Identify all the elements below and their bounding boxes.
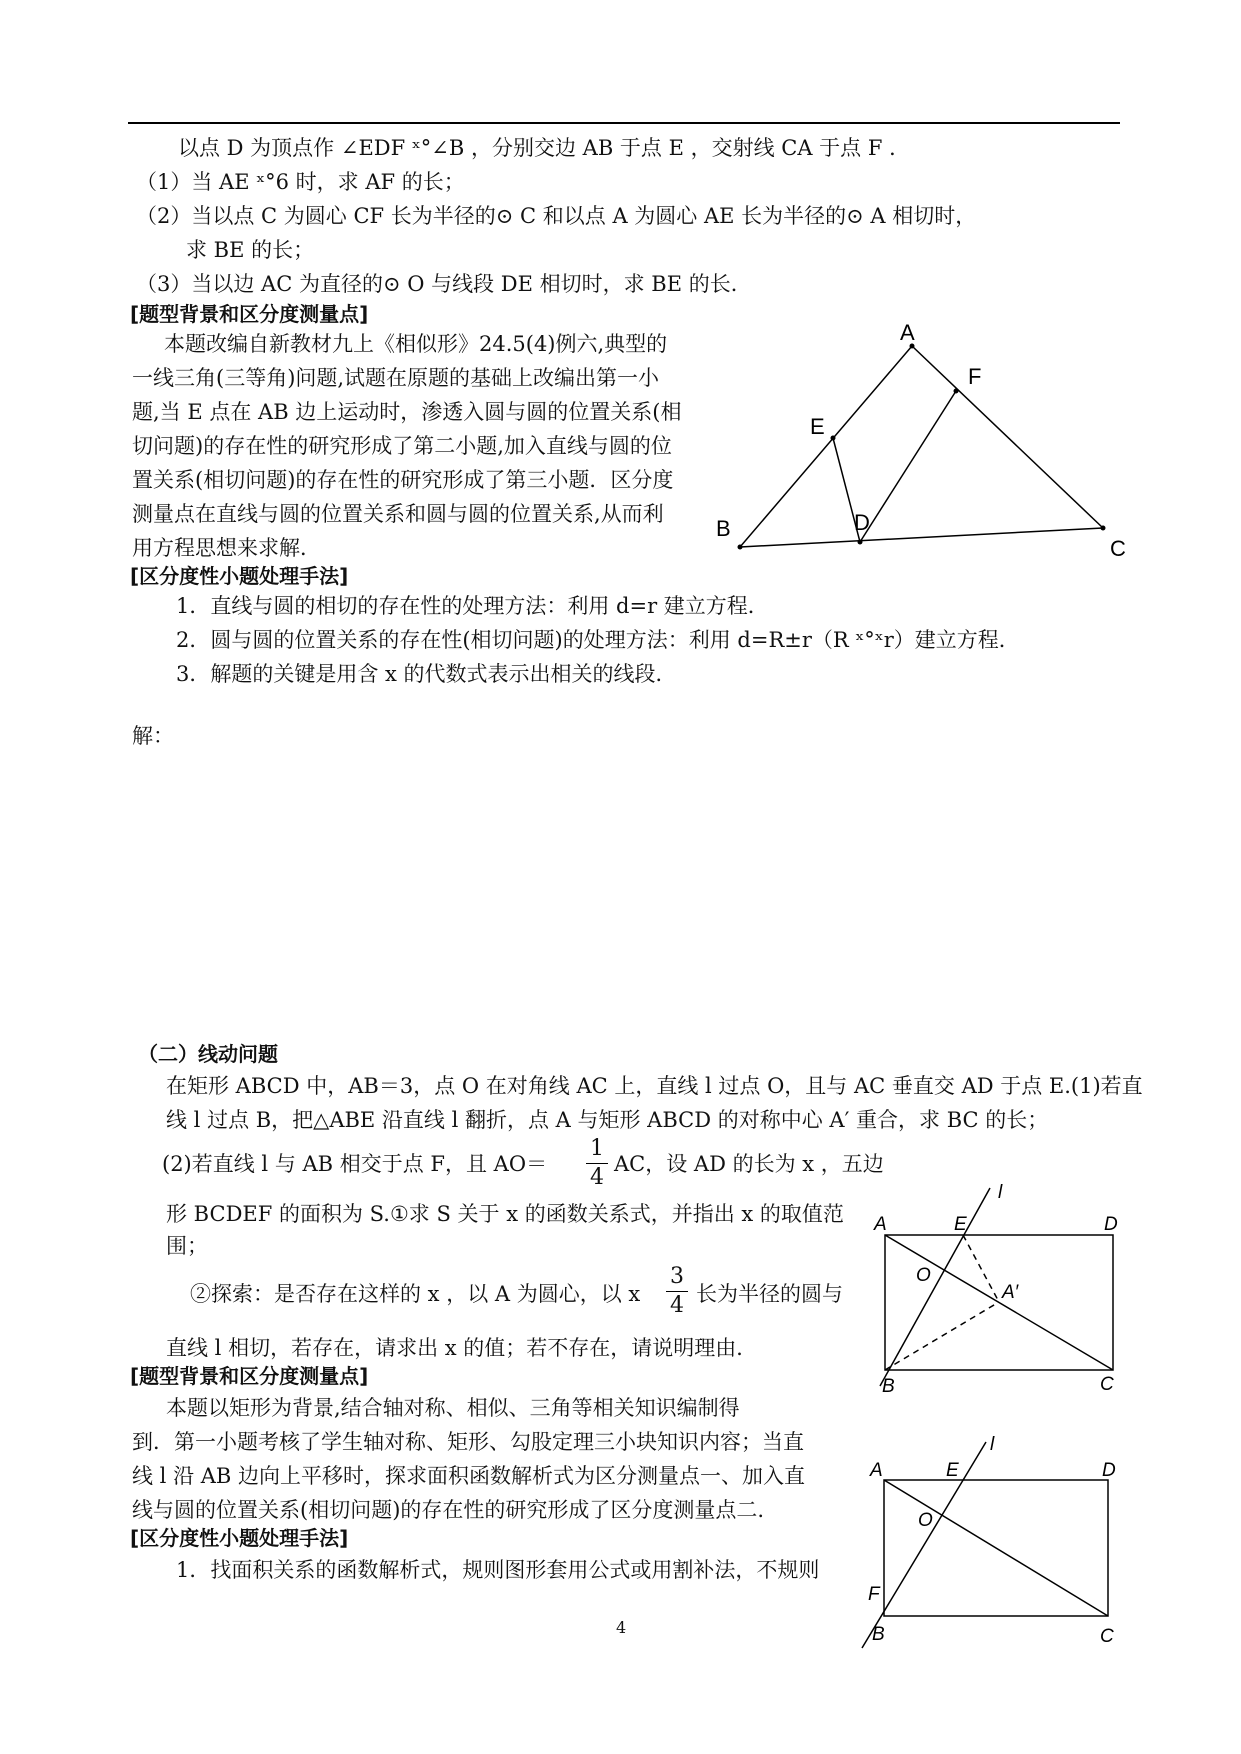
label-f: F	[868, 1584, 880, 1605]
background-line-2: 线 l 沿 AB 边向上平移时，探求面积函数解析式为区分测量点一、加入直	[132, 1464, 806, 1488]
fraction-denominator: 4	[670, 1293, 684, 1318]
method-line: 2．圆与圆的位置关系的存在性(相切问题)的处理方法：利用 d=R±r（R ˣ°ˣr）建立方程．	[176, 628, 1020, 652]
question-2-line-2: 形 BCDEF 的面积为 S.①求 S 关于 x 的函数关系式，并指出 x 的取值范	[166, 1202, 844, 1226]
problem-line-5: （3）当以边 AC 为直径的⊙ O 与线段 DE 相切时，求 BE 的长．	[136, 272, 752, 296]
fraction-denominator: 4	[590, 1165, 604, 1190]
background-line: 测量点在直线与圆的位置关系和圆与圆的位置关系,从而利	[132, 502, 664, 526]
background-line: 一线三角(三等角)问题,试题在原题的基础上改编出第一小	[132, 366, 660, 390]
rectangle-fold-figure	[860, 1180, 1140, 1400]
background-line: 置关系(相切问题)的存在性的研究形成了第三小题．区分度	[132, 468, 674, 492]
label-a: A	[874, 1214, 887, 1235]
section-2-title: （二）线动问题	[138, 1042, 278, 1066]
label-l: l	[998, 1182, 1003, 1203]
intro-line: 线 l 过点 B，把△ABE 沿直线 l 翻折，点 A 与矩形 ABCD 的对称中心 A′ 重合，求 BC 的长；	[166, 1108, 1049, 1132]
background-heading: [题型背景和区分度测量点]	[130, 302, 369, 326]
method-line: 1．直线与圆的相切的存在性的处理方法：利用 d=r 建立方程．	[176, 594, 769, 618]
label-d: D	[854, 510, 870, 535]
point-d	[858, 540, 863, 545]
question-2-text-a: (2)若直线 l 与 AB 相交于点 F，且 AO＝	[162, 1152, 548, 1176]
background-line: 题,当 E 点在 AB 边上运动时，渗透入圆与圆的位置关系(相	[132, 400, 682, 424]
label-c: C	[1100, 1626, 1114, 1647]
method-heading: [区分度性小题处理手法]	[130, 564, 349, 588]
method-heading-2: [区分度性小题处理手法]	[130, 1526, 349, 1550]
problem-line-4: 求 BE 的长；	[186, 238, 315, 262]
background-heading-2: [题型背景和区分度测量点]	[130, 1364, 369, 1388]
segment-df	[860, 391, 956, 542]
label-c: C	[1110, 536, 1126, 561]
label-e: E	[946, 1460, 959, 1481]
background-line: 用方程思想来求解．	[132, 536, 321, 560]
label-o: O	[918, 1510, 933, 1531]
problem-line-2: （1）当 AE ˣ°6 时，求 AF 的长；	[136, 170, 465, 194]
label-a-prime: A′	[1002, 1282, 1019, 1303]
point-c	[1101, 526, 1106, 531]
question-2-text-b: AC，设 AD 的长为 x ，五边	[614, 1152, 884, 1176]
question-2-explore-b: 长为半径的圆与	[696, 1282, 843, 1306]
problem-line-1: 以点 D 为顶点作 ∠EDF ˣ°∠B ，分别交边 AB 于点 E ，交射线 CA 于点 F ．	[178, 136, 911, 160]
segment-bc	[740, 528, 1103, 547]
fraction-numerator: 3	[670, 1264, 684, 1289]
method-line: 3．解题的关键是用含 x 的代数式表示出相关的线段．	[176, 662, 677, 686]
label-d: D	[1104, 1214, 1118, 1235]
label-d: D	[1102, 1460, 1116, 1481]
label-l: l	[990, 1434, 995, 1455]
segment-ab	[740, 346, 912, 547]
label-e: E	[954, 1214, 967, 1235]
label-c: C	[1100, 1374, 1114, 1395]
problem-line-3: （2）当以点 C 为圆心 CF 长为半径的⊙ C 和以点 A 为圆心 AE 长为半径的⊙ A 相切时，	[136, 204, 977, 228]
point-b	[738, 545, 743, 550]
label-b: B	[716, 516, 731, 541]
question-2-line-3: 围；	[166, 1234, 208, 1258]
intro-line: 在矩形 ABCD 中，AB＝3，点 O 在对角线 AC 上，直线 l 过点 O，且与 AC 垂直交 AD 于点 E.(1)若直	[166, 1074, 1143, 1098]
fraction-one-quarter	[586, 1136, 608, 1191]
background-line-2: 到．第一小题考核了学生轴对称、矩形、勾股定理三小块知识内容；当直	[132, 1430, 804, 1454]
background-line: 本题改编自新教材九上《相似形》24.5(4)例六,典型的	[164, 332, 668, 356]
question-2-explore-a: ②探索：是否存在这样的 x ，以 A 为圆心，以 x	[190, 1282, 641, 1306]
label-a: A	[900, 320, 915, 345]
method-line-2: 1．找面积关系的函数解析式，规则图形套用公式或用割补法，不规则	[176, 1558, 820, 1582]
page-number: 4	[616, 1618, 627, 1637]
fraction-three-quarters	[666, 1264, 688, 1319]
label-o: O	[916, 1265, 931, 1286]
rectangle-line-figure	[850, 1430, 1140, 1660]
point-f	[954, 389, 959, 394]
label-a: A	[870, 1460, 883, 1481]
label-e: E	[810, 414, 825, 439]
label-b: B	[872, 1624, 885, 1645]
triangle-figure	[700, 310, 1150, 570]
point-e	[831, 436, 836, 441]
header-rule	[128, 122, 1120, 124]
background-line: 切问题)的存在性的研究形成了第二小题,加入直线与圆的位	[132, 434, 672, 458]
label-b: B	[882, 1376, 895, 1397]
label-f: F	[968, 364, 982, 389]
segment-ac	[912, 346, 1103, 528]
question-2-line-5: 直线 l 相切，若存在，请求出 x 的值；若不存在，请说明理由．	[166, 1336, 758, 1360]
diagonal-ac	[884, 1480, 1108, 1616]
background-line-2: 线与圆的位置关系(相切问题)的存在性的研究形成了区分度测量点二.	[132, 1498, 765, 1522]
solution-label: 解：	[132, 724, 174, 748]
background-line-2: 本题以矩形为背景,结合轴对称、相似、三角等相关知识编制得	[166, 1396, 740, 1420]
dashed-ba-prime	[885, 1302, 999, 1370]
fraction-numerator: 1	[590, 1136, 604, 1161]
